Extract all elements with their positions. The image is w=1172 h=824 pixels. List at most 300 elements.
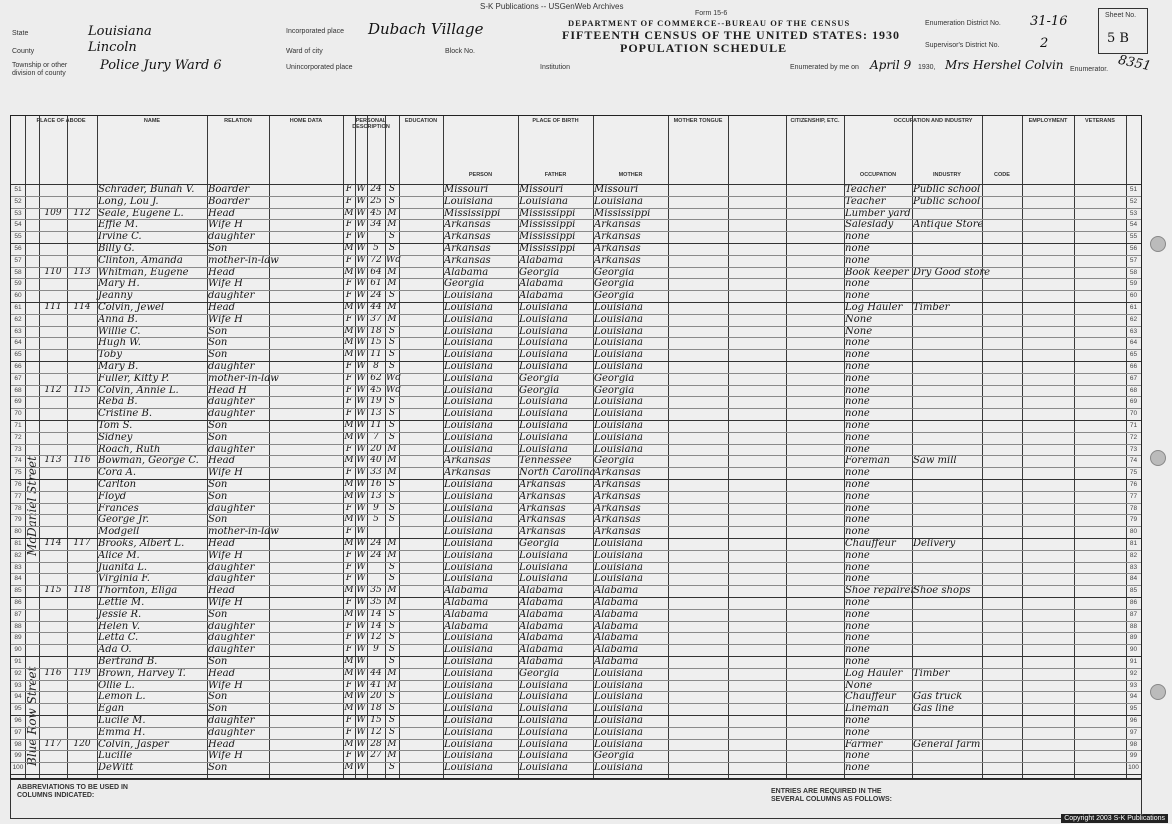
cell-dwell [40, 656, 66, 668]
cell-race: W [356, 632, 366, 643]
cell-occ: none [845, 290, 870, 302]
row-divider [11, 727, 1141, 728]
cell-line: 100 [12, 764, 24, 772]
row-divider [11, 396, 1141, 397]
cell-fbp: Louisiana [519, 679, 568, 691]
cell-dwell [40, 278, 66, 290]
cell-occ: Saleslady [845, 219, 894, 231]
cell-rel: Wife H [208, 219, 243, 231]
cell-bp: Louisiana [444, 443, 493, 455]
cell-ind: Gas truck [913, 691, 963, 703]
cell-occ: Lumber yard [845, 207, 911, 219]
row-divider [11, 302, 1141, 303]
cell-age: 28 [370, 738, 382, 749]
cell-age: 12 [370, 726, 382, 737]
cell-mbp: Georgia [594, 266, 635, 278]
cell-mbp: Louisiana [594, 443, 643, 455]
cell-mbp: Louisiana [594, 738, 643, 750]
cell-race: W [356, 703, 366, 714]
cell-rel: Son [208, 325, 228, 337]
cell-line-right: 56 [1129, 245, 1138, 252]
cell-name: Emma H. [98, 726, 146, 738]
sub-column-header: INDUSTRY [933, 172, 961, 178]
cell-age: 24 [370, 538, 382, 548]
cell-occ: none [845, 715, 870, 726]
row-divider [11, 196, 1141, 197]
cell-name: DeWitt [98, 762, 134, 774]
cell-occ: none [845, 384, 870, 396]
cell-line: 88 [14, 622, 22, 630]
cell-occ: none [845, 479, 870, 490]
column-group-header: PERSONAL DESCRIPTION [352, 118, 390, 130]
row-divider [11, 314, 1141, 315]
sub-column-header: MOTHER [618, 172, 643, 178]
cell-age: 61 [370, 278, 382, 289]
cell-ind: Saw mill [913, 455, 957, 467]
cell-race: W [356, 538, 366, 548]
cell-fbp: Alabama [519, 656, 564, 667]
cell-line: 55 [14, 233, 22, 241]
cell-sex: F [345, 384, 353, 395]
cell-fam [68, 526, 96, 538]
cell-fam [68, 326, 96, 338]
cell-line-right: 74 [1129, 457, 1138, 465]
cell-mbp: Louisiana [594, 573, 643, 585]
cell-ind [913, 750, 981, 762]
cell-line: 59 [14, 280, 22, 288]
cell-race: W [356, 573, 366, 584]
cell-bp: Louisiana [444, 667, 493, 679]
cell-fam [68, 703, 96, 715]
cell-name: Egan [98, 703, 125, 715]
cell-bp: Alabama [444, 266, 489, 278]
cell-occ: Foreman [845, 455, 890, 467]
cell-line-right: 61 [1129, 304, 1138, 311]
cell-ind [913, 562, 981, 574]
cell-ind [913, 420, 981, 432]
cell-race: W [356, 408, 366, 419]
cell-mbp: Arkansas [594, 479, 641, 490]
cell-rel: Wife H [208, 679, 243, 691]
cell-occ: none [845, 337, 870, 349]
cell-ind [913, 715, 981, 727]
cell-occ: Chauffeur [845, 691, 896, 703]
cell-age: 64 [370, 266, 382, 277]
cell-occ: none [845, 620, 870, 632]
column-group-header: CITIZENSHIP, ETC. [790, 118, 840, 124]
cell-ind [913, 349, 981, 361]
enumerated-year: 1930, [918, 64, 936, 71]
cell-bp: Missouri [444, 184, 489, 195]
row-divider [11, 691, 1141, 692]
cell-mbp: Louisiana [594, 679, 643, 691]
cell-ind [913, 290, 981, 302]
cell-ms: S [388, 396, 396, 407]
cell-sex: M [344, 420, 354, 430]
cell-ms: Wd [386, 384, 402, 395]
cell-mbp: Georgia [594, 372, 635, 384]
abbrev-title: ABBREVIATIONS TO BE USED IN COLUMNS INDICATED: [17, 784, 128, 799]
cell-bp: Alabama [444, 597, 489, 608]
column-group-header: HOME DATA [289, 118, 323, 124]
cell-race: W [356, 608, 366, 619]
cell-ms: S [388, 514, 396, 525]
cell-fbp: Alabama [519, 597, 564, 608]
cell-ind [913, 432, 981, 444]
cell-race: W [356, 195, 366, 206]
punch-hole [1150, 236, 1166, 252]
cell-ind: Antique Store [913, 219, 984, 231]
cell-line: 52 [14, 197, 22, 205]
column-group-header: VETERANS [1085, 118, 1115, 124]
cell-line-right: 63 [1129, 327, 1138, 335]
cell-name: Mary B. [98, 361, 139, 372]
cell-line: 60 [14, 292, 22, 300]
enumerated-date: April 9 [870, 58, 912, 72]
cell-bp: Louisiana [444, 361, 493, 372]
cell-ind: Timber [913, 302, 950, 313]
cell-fam [68, 396, 96, 408]
row-divider [11, 585, 1141, 586]
cell-ms: M [387, 302, 397, 312]
cell-name: Juanita L. [98, 561, 148, 573]
cell-ind [913, 208, 981, 220]
cell-ms: M [387, 679, 397, 690]
cell-fam: 117 [73, 538, 91, 548]
cell-ms: M [387, 538, 397, 548]
cell-fam [68, 562, 96, 574]
cell-name: Lettie M. [98, 597, 145, 608]
cell-line-right: 55 [1129, 233, 1138, 241]
cell-name: George Jr. [98, 514, 150, 526]
cell-dwell [40, 373, 66, 385]
cell-line-right: 52 [1129, 197, 1138, 205]
cell-line: 72 [14, 433, 22, 441]
row-divider [11, 632, 1141, 633]
cell-line-right: 65 [1129, 351, 1138, 359]
cell-rel: Head [208, 538, 236, 549]
cell-ms: S [388, 408, 396, 419]
cell-age: 24 [370, 549, 382, 560]
cell-line: 73 [14, 445, 22, 453]
cell-age: 8 [373, 361, 379, 371]
cell-rel: daughter [208, 573, 255, 585]
cell-fam [68, 337, 96, 349]
cell-rel: Son [208, 656, 228, 667]
entries-title: ENTRIES ARE REQUIRED IN THE SEVERAL COLUMNS AS FOLLOWS: [771, 788, 892, 803]
cell-fbp: Georgia [519, 266, 560, 278]
cell-bp: Arkansas [444, 254, 491, 266]
cell-age: 15 [370, 715, 382, 725]
cell-age [368, 573, 384, 585]
cell-line: 62 [14, 315, 22, 323]
enum-district-label: Enumeration District No. [925, 20, 1001, 27]
cell-occ: None [845, 679, 873, 691]
cell-age: 44 [370, 667, 382, 678]
cell-race: W [356, 313, 366, 324]
cell-fam [68, 314, 96, 326]
cell-fbp: Louisiana [519, 750, 568, 762]
cell-mbp: Georgia [594, 290, 635, 302]
column-group-header: EMPLOYMENT [1028, 118, 1068, 124]
cell-fam [68, 491, 96, 503]
cell-fbp: Alabama [519, 608, 564, 620]
cell-name: Letta C. [98, 632, 139, 644]
row-divider [11, 668, 1141, 669]
cell-bp: Louisiana [444, 302, 493, 313]
row-divider [11, 573, 1141, 574]
sheet-label: Sheet No. [1105, 12, 1137, 19]
cell-dwell [40, 550, 66, 562]
cell-fbp: Louisiana [519, 573, 568, 585]
cell-occ: none [845, 431, 870, 443]
cell-sex: F [345, 184, 353, 194]
row-divider [11, 326, 1141, 327]
cell-fam [68, 680, 96, 692]
cell-rel: daughter [208, 290, 255, 302]
cell-bp: Arkansas [444, 243, 491, 254]
cell-fam: 114 [73, 302, 91, 312]
cell-sex: M [344, 337, 354, 348]
cell-dwell: 112 [44, 384, 62, 395]
cell-line: 67 [14, 374, 22, 382]
sub-column-header: OCCUPATION [859, 172, 897, 178]
sheet-box [1098, 8, 1148, 54]
header-divider [11, 184, 1141, 185]
cell-line: 92 [14, 669, 22, 677]
cell-ms: S [388, 349, 396, 360]
cell-line-right: 62 [1129, 315, 1138, 323]
cell-sex: M [344, 514, 354, 525]
cell-rel: Head H [208, 384, 247, 396]
cell-age [368, 762, 384, 774]
cell-dwell [40, 562, 66, 574]
cell-bp: Arkansas [444, 219, 491, 231]
cell-occ: Log Hauler [845, 667, 903, 679]
row-divider [11, 526, 1141, 527]
form-label: Form 15-6 [695, 10, 728, 17]
cell-race: W [356, 644, 366, 655]
cell-age: 18 [370, 325, 382, 336]
cell-ms: S [388, 573, 396, 584]
cell-bp: Louisiana [444, 372, 493, 384]
cell-name: Brown, Harvey T. [98, 667, 186, 679]
cell-rel: Head [208, 585, 236, 597]
cell-dwell [40, 503, 66, 515]
cell-bp: Louisiana [444, 738, 493, 750]
row-divider [11, 762, 1141, 763]
cell-race: W [356, 479, 366, 489]
cell-age [368, 231, 384, 243]
street-label: Blue Row Street [25, 666, 39, 766]
cell-bp: Louisiana [444, 644, 493, 656]
cell-line-right: 82 [1129, 551, 1138, 559]
cell-fam [68, 656, 96, 668]
cell-ms: S [388, 644, 396, 655]
cell-age: 41 [370, 679, 382, 690]
cell-mbp: Louisiana [594, 703, 643, 715]
cell-race: W [356, 349, 366, 360]
cell-race: W [356, 243, 366, 253]
cell-name: Fuller, Kitty P. [98, 372, 170, 384]
cell-rel: mother-in-law [208, 526, 279, 538]
cell-line-right: 71 [1129, 422, 1138, 429]
row-divider [11, 750, 1141, 751]
cell-name: Colvin, Jasper [98, 738, 169, 750]
cell-rel: Son [208, 337, 228, 349]
cell-occ: none [845, 361, 870, 372]
cell-mbp: Alabama [594, 656, 639, 667]
cell-mbp: Georgia [594, 384, 635, 396]
cell-line-right: 97 [1129, 728, 1138, 736]
cell-rel: Head [208, 266, 236, 278]
cell-ms: M [387, 266, 397, 277]
cell-rel: daughter [208, 502, 255, 514]
cell-bp: Louisiana [444, 479, 493, 490]
cell-age: 18 [370, 703, 382, 714]
cell-rel: Head [208, 667, 236, 679]
cell-occ: none [845, 490, 870, 502]
cell-name: Schrader, Bunah V. [98, 184, 195, 195]
cell-ind [913, 373, 981, 385]
cell-race: W [356, 455, 366, 466]
cell-bp: Louisiana [444, 337, 493, 349]
cell-dwell [40, 219, 66, 231]
cell-rel: Son [208, 691, 228, 703]
cell-fam [68, 219, 96, 231]
cell-sex: F [345, 278, 353, 289]
cell-bp: Louisiana [444, 290, 493, 302]
cell-age: 27 [370, 750, 382, 761]
cell-dwell [40, 337, 66, 349]
cell-ind: Delivery [913, 538, 956, 549]
row-divider [11, 503, 1141, 504]
cell-fbp: Louisiana [519, 302, 568, 313]
cell-name: Jeanny [98, 290, 133, 302]
cell-line: 85 [14, 587, 22, 595]
cell-age: 19 [370, 396, 382, 407]
cell-line: 64 [14, 339, 22, 347]
cell-sex: F [345, 502, 353, 513]
cell-sex: M [344, 455, 354, 466]
cell-mbp: Louisiana [594, 195, 643, 207]
cell-fbp: Louisiana [519, 726, 568, 738]
cell-ind [913, 314, 981, 326]
cell-mbp: Arkansas [594, 490, 641, 502]
cell-occ: none [845, 243, 870, 254]
cell-race: W [356, 667, 366, 678]
cell-line-right: 73 [1129, 445, 1138, 453]
cell-dwell: 115 [44, 585, 62, 596]
cell-fam: 115 [73, 384, 91, 395]
cell-ind [913, 231, 981, 243]
cell-rel: Wife H [208, 467, 243, 479]
cell-mbp: Louisiana [594, 325, 643, 337]
cell-bp: Louisiana [444, 526, 493, 538]
cell-ms: S [388, 608, 396, 619]
cell-age: 40 [370, 455, 382, 466]
cell-sex: F [345, 679, 353, 690]
cell-race: W [356, 620, 366, 631]
cell-race: W [356, 372, 366, 383]
cell-occ: none [845, 372, 870, 384]
cell-line-right: 53 [1129, 209, 1138, 217]
cell-occ: Book keeper [845, 266, 909, 278]
cell-rel: Head [208, 207, 236, 219]
cell-race: W [356, 207, 366, 218]
cell-rel: daughter [208, 632, 255, 644]
cell-line: 81 [14, 540, 22, 547]
copyright-notice: Copyright 2003 S-K Publications [1061, 814, 1168, 823]
cell-sex: M [344, 691, 354, 702]
cell-ind [913, 408, 981, 420]
sub-column-header: FATHER [544, 172, 567, 178]
cell-bp: Louisiana [444, 632, 493, 644]
cell-ms: S [388, 479, 396, 489]
cell-sex: F [345, 715, 353, 725]
cell-rel: Son [208, 243, 228, 254]
cell-sex: F [345, 597, 353, 607]
cell-fbp: Mississippi [519, 243, 576, 254]
cell-age: 11 [370, 349, 382, 360]
cell-mbp: Louisiana [594, 762, 643, 774]
cell-line-right: 93 [1129, 681, 1138, 689]
cell-bp: Louisiana [444, 691, 493, 703]
sub-column-header: CODE [994, 172, 1010, 178]
cell-sex: M [344, 667, 354, 678]
cell-fbp: Louisiana [519, 715, 568, 726]
cell-occ: none [845, 408, 870, 420]
ward-label: Ward of city [286, 48, 323, 55]
sheet-stamp: 8351 [1116, 52, 1153, 75]
township-value: Police Jury Ward 6 [100, 58, 222, 73]
cell-ind: Public school [913, 184, 981, 195]
cell-dwell: 113 [44, 455, 62, 466]
cell-sex: M [344, 703, 354, 714]
cell-mbp: Alabama [594, 620, 639, 632]
cell-name: Thornton, Eliga [98, 585, 178, 597]
cell-age: 12 [370, 632, 382, 643]
cell-sex: F [345, 549, 353, 560]
cell-fbp: Louisiana [519, 549, 568, 561]
cell-bp: Louisiana [444, 195, 493, 207]
row-divider [11, 467, 1141, 468]
cell-sex: F [345, 467, 353, 478]
row-divider [11, 562, 1141, 563]
cell-fbp: Louisiana [519, 313, 568, 325]
row-divider [11, 278, 1141, 279]
row-divider [11, 538, 1141, 539]
cell-dwell [40, 621, 66, 633]
cell-bp: Louisiana [444, 325, 493, 337]
cell-occ: none [845, 443, 870, 455]
cell-age [368, 656, 384, 668]
cell-ind [913, 385, 981, 397]
cell-sex: F [345, 632, 353, 643]
cell-line: 96 [14, 717, 22, 724]
cell-dwell [40, 597, 66, 609]
cell-bp: Louisiana [444, 490, 493, 502]
cell-occ: none [845, 502, 870, 514]
cell-line: 71 [14, 422, 22, 429]
cell-race: W [356, 266, 366, 277]
cell-bp: Arkansas [444, 231, 491, 243]
cell-age: 5 [373, 243, 379, 253]
cell-fam: 112 [73, 207, 91, 218]
cell-ind [913, 632, 981, 644]
cell-line: 79 [14, 516, 22, 524]
row-divider [11, 432, 1141, 433]
